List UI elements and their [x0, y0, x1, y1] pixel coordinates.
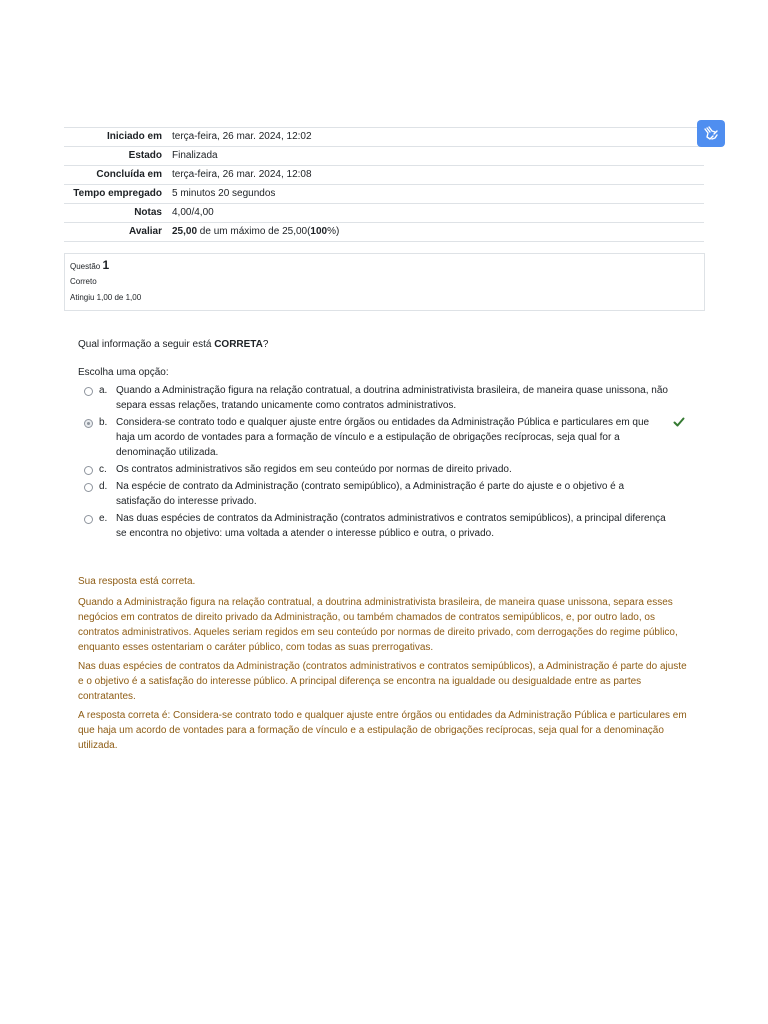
radio-button-selected[interactable] [84, 419, 93, 428]
radio-button[interactable] [84, 515, 93, 524]
feedback-paragraph: Nas duas espécies de contratos da Administração (contratos administrativos e contratos semipúblicos), a Administração é parte do ajuste e o objetivo é a satisfação do interesse público. A principal diferença se encontra na igualdade ou desigualdade entre as partes contratantes. [78, 661, 687, 702]
answer-option-b[interactable] [84, 415, 694, 460]
summary-row-time-taken [64, 185, 704, 204]
answer-options [84, 383, 694, 543]
summary-label: Notas [134, 207, 162, 218]
summary-value: Finalizada [172, 150, 218, 161]
option-letter: e. [99, 513, 108, 524]
summary-label: Iniciado em [106, 131, 162, 142]
question-text [78, 338, 268, 352]
question-info-box [64, 253, 705, 311]
grade-score: 25,00 [172, 226, 198, 237]
answer-option-d[interactable] [84, 479, 694, 509]
question-text-bold: CORRETA [214, 339, 263, 350]
option-text: Quando a Administração figura na relação contratual, a doutrina administrativista brasileira, de maneira quase unissona, não separa essas relações, tratando unicamente como contratos administrativos. [116, 385, 668, 411]
summary-value [168, 223, 704, 242]
feedback-correct-answer: A resposta correta é: Considera-se contrato todo e qualquer ajuste entre órgãos ou entidades da Administração Pública e particulares em que haja um acordo de vontades para a formação de vínculo e a estipulação de obrigações recíprocas, seja qual for a denominação utilizada. [78, 710, 687, 751]
grade-end: %) [327, 226, 340, 237]
summary-label: Tempo empregado [73, 188, 162, 199]
question-text-after: ? [262, 339, 269, 350]
option-text: Os contratos administrativos são regidos em seu conteúdo por normas de direito privado. [116, 464, 512, 475]
question-status: Correto [70, 277, 97, 286]
correct-check-icon [673, 416, 685, 428]
question-prefix: Questão [70, 262, 101, 271]
summary-value: 4,00/4,00 [172, 207, 214, 218]
grade-percent: 100 [310, 226, 328, 237]
accessibility-button[interactable] [697, 120, 725, 147]
summary-label: Avaliar [129, 226, 162, 237]
feedback-paragraph: Quando a Administração figura na relação contratual, a doutrina administrativista brasileira, de maneira quase unissona, separa esses negócios em contratos de direito privado da Administração, ou também chamados de contratos semipúblicos, e, por outro lado, os contratos administrativos. Aqueles seriam regidos em seu conteúdo por normas de direito privado, com derrogações do regime público, enquanto esses ostentariam o caráter público, com todas as suas prerrogativas. [78, 597, 678, 653]
summary-value: terça-feira, 26 mar. 2024, 12:08 [172, 169, 312, 180]
sign-language-hands-icon [702, 125, 720, 143]
radio-button[interactable] [84, 387, 93, 396]
answer-option-a[interactable] [84, 383, 694, 413]
summary-row-marks [64, 204, 704, 223]
summary-label: Concluída em [96, 169, 162, 180]
option-letter: c. [99, 464, 107, 475]
summary-value: terça-feira, 26 mar. 2024, 12:02 [172, 131, 312, 142]
quiz-summary-table [64, 127, 704, 242]
radio-button[interactable] [84, 483, 93, 492]
option-letter: a. [99, 385, 108, 396]
answer-feedback [78, 574, 690, 757]
answer-prompt: Escolha uma opção: [78, 367, 169, 378]
question-number [70, 258, 699, 274]
option-text: Na espécie de contrato da Administração (contrato semipúblico), a Administração é parte do ajuste e o objetivo é a satisfação do interesse privado. [116, 481, 625, 507]
option-letter: b. [99, 417, 108, 428]
option-text: Nas duas espécies de contratos da Administração (contratos administrativos e contratos semipúblicos), a principal diferença se encontra no objetivo: uma voltada a atender o interesse público e outra, o privado. [116, 513, 666, 539]
grade-middle: de um máximo de 25,00( [197, 226, 311, 237]
summary-row-started [64, 128, 704, 147]
summary-row-completed [64, 166, 704, 185]
summary-row-state [64, 147, 704, 166]
question-number-value: 1 [102, 258, 110, 272]
option-letter: d. [99, 481, 108, 492]
answer-option-e[interactable] [84, 511, 694, 541]
feedback-result: Sua resposta está correta. [78, 576, 196, 587]
question-mark: Atingiu 1,00 de 1,00 [70, 293, 142, 302]
summary-value: 5 minutos 20 segundos [172, 188, 276, 199]
summary-label: Estado [128, 150, 162, 161]
question-text-before: Qual informação a seguir está [78, 339, 215, 350]
radio-button[interactable] [84, 466, 93, 475]
option-text: Considera-se contrato todo e qualquer ajuste entre órgãos ou entidades da Administração Pública e particulares em que haja um acordo de vontades para a formação de vínculo e a estipulação de obrigações recíprocas, seja qual for a denominação utilizada. [116, 417, 650, 458]
answer-option-c[interactable] [84, 462, 694, 477]
summary-row-grade [64, 223, 704, 242]
